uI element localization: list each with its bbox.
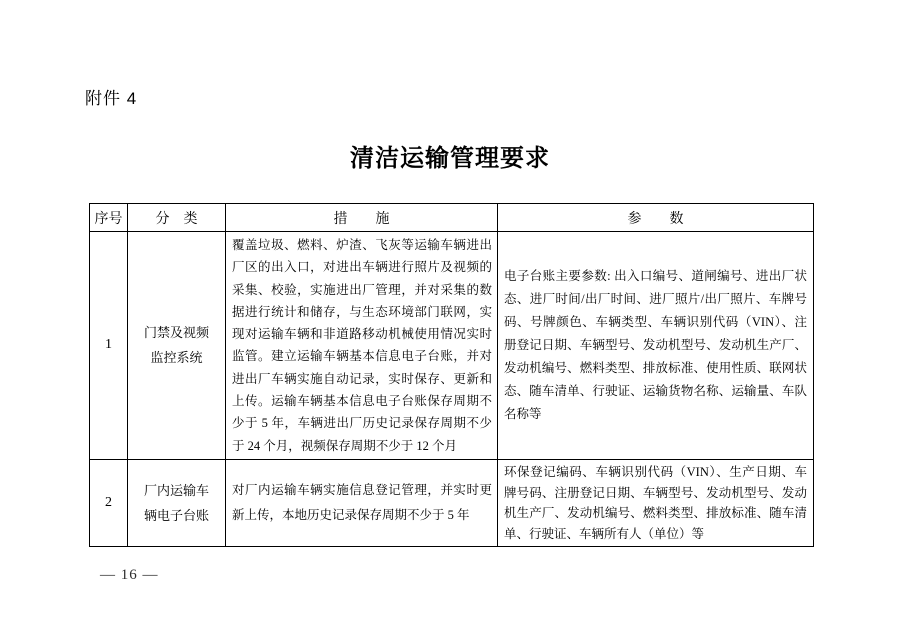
- column-header-category: 分 类: [128, 204, 226, 232]
- measures-cell: 覆盖垃圾、燃料、炉渣、飞灰等运输车辆进出厂区的出入口，对进出车辆进行照片及视频的采集、校验，实施进出厂管理，并对采集的数据进行统计和储存，与生态环境部门联网，实现对运输车辆和非道路移动机械使用情况实时监管。建立运输车辆基本信息电子台账，并对进出厂车辆实施自动记录，实时保存、更新和上传。运输车辆基本信息电子台账保存周期不少于 5 年，车辆进出厂历史记录保存周期不少于 24 个月，视频保存周期不少于 12 个月: [226, 232, 498, 460]
- column-header-measures: 措 施: [226, 204, 498, 232]
- requirements-table: [89, 203, 814, 547]
- attachment-label: 附件 4: [85, 89, 138, 108]
- table-header-row: [90, 204, 814, 232]
- page-number: — 16 —: [100, 567, 159, 583]
- category-cell: 厂内运输车辆电子台账: [128, 459, 226, 546]
- parameters-cell: 环保登记编码、车辆识别代码（VIN）、生产日期、车牌号码、注册登记日期、车辆型号、发动机型号、发动机生产厂、发动机编号、燃料类型、排放标准、随车清单、行驶证、车辆所有人（单位）等: [498, 459, 814, 546]
- parameters-cell: 电子台账主要参数: 出入口编号、道闸编号、进出厂状态、进厂时间/出厂时间、进厂照片/出厂照片、车牌号码、号牌颜色、车辆类型、车辆识别代码（VIN）、注册登记日期、车辆型号、发动机型号、发动机生产厂、发动机编号、燃料类型、排放标准、使用性质、联网状态、随车清单、行驶证、运输货物名称、运输量、车队名称等: [498, 232, 814, 460]
- measures-cell: 对厂内运输车辆实施信息登记管理，并实时更新上传，本地历史记录保存周期不少于 5 年: [226, 459, 498, 546]
- table-row: [90, 459, 814, 546]
- row-number-cell: 2: [90, 459, 128, 546]
- row-number-cell: 1: [90, 232, 128, 460]
- page-title: 清洁运输管理要求: [350, 146, 550, 172]
- table-row: [90, 232, 814, 460]
- column-header-number: 序号: [90, 204, 128, 232]
- category-cell: 门禁及视频监控系统: [128, 232, 226, 460]
- column-header-parameters: 参 数: [498, 204, 814, 232]
